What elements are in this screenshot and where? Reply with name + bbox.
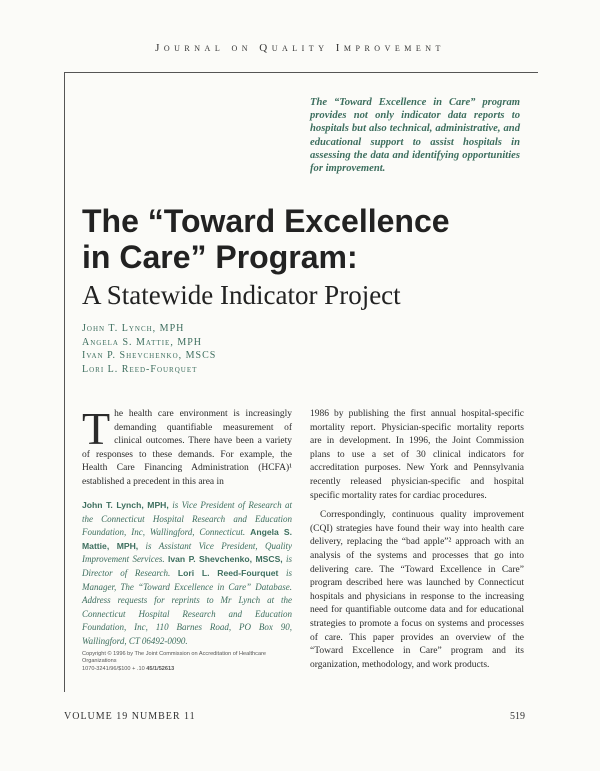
author: Lori L. Reed-Fourquet — [82, 363, 198, 375]
title-line-1: The “Toward Excellence — [82, 203, 450, 239]
title-line-2: in Care” Program: — [82, 239, 358, 275]
issn-line — [82, 666, 297, 673]
bio-role: is Vice President of Research at the Connecticut Hospital Research and Education Foundation, Inc, Wallingford, Connecticut. — [82, 500, 292, 538]
bio-role: is Assistant Vice President, Quality Improvement Services. — [82, 540, 292, 565]
volume-footer: VOLUME 19 NUMBER 11 — [64, 711, 196, 722]
bio-name: John T. Lynch, MPH, — [82, 500, 169, 510]
issn-code: 1070-3241/96/$100 + .10 — [82, 665, 145, 672]
issn-code-bold: 45/1/52613 — [146, 665, 175, 672]
author: Ivan P. Shevchenko, MSCS — [82, 350, 217, 361]
left-rule — [64, 72, 65, 692]
journal-header: Journal on Quality Improvement — [155, 42, 445, 54]
bio-name: Lori L. Reed-Fourquet — [177, 567, 279, 578]
paragraph: Correspondingly, continuous quality improvement (CQI) strategies have found their way into health care delivery, replacing the “bad apple”² approach with an analysis of the systems and processes that go into delivering care. The “Toward Excellence in Care” program described here was launched by Connecticut hospitals and physicians in response to the increasing need for quantifiable outcome data and for educational strategies to promote a focus on systems and processes of care. This paper provides an overview of the “Toward Excellence in Care” program and its organization, methodology, and work products. — [310, 510, 524, 670]
copyright-line: Copyright © 1996 by The Joint Commission on Accreditation of Healthcare Organizations — [82, 651, 267, 665]
author: Angela S. Mattie, MPH — [82, 336, 203, 348]
body-right-column — [310, 408, 524, 678]
body-left-text: he health care environment is increasingly demanding quantifiable measurement of clinical outcomes. There have been a variety of responses to these demands. For example, the Health Care Financing Administration (HCFA)¹ established a precedent in this area in — [82, 409, 292, 487]
bio-name: Ivan P. Shevchenko, MSCS, — [167, 554, 283, 565]
drop-cap: T — [82, 403, 111, 454]
author-list — [82, 322, 216, 376]
author-bio — [82, 499, 292, 649]
copyright-notice — [82, 651, 297, 673]
article-subtitle: A Statewide Indicator Project — [82, 280, 401, 310]
paragraph: 1986 by publishing the first annual hospital-specific mortality report. Physician-specific mortality reports are in development. In 1996, the Joint Commission plans to use a set of 30 clinical indicators for accreditation purposes. New York and Pennsylvania recently released physician-specific and hospital specific mortality rates for cardiac procedures. — [310, 409, 524, 501]
bio-role: is Director of Research. — [82, 554, 292, 578]
body-left-column — [82, 403, 292, 490]
page-number: 519 — [510, 711, 525, 722]
top-rule — [64, 72, 538, 73]
pullquote: The “Toward Excellence in Care” program provides not only indicator data reports to hospitals but also technical, administrative, and educational support to assist hospitals in assessing the data and identifying opportunities for improvement. — [310, 97, 520, 175]
author: John T. Lynch, MPH — [82, 323, 185, 334]
article-title — [82, 203, 522, 275]
bio-name: Angela S. Mattie, MPH, — [82, 527, 292, 551]
bio-role: is Manager, The “Toward Excellence in Care” Database. Address requests for reprints to Mr Lynch at the Connecticut Hospital Research and Education Foundation, Inc, 110 Barnes Road, PO Box 90, Wallingford, CT 06492-0090. — [82, 567, 292, 646]
